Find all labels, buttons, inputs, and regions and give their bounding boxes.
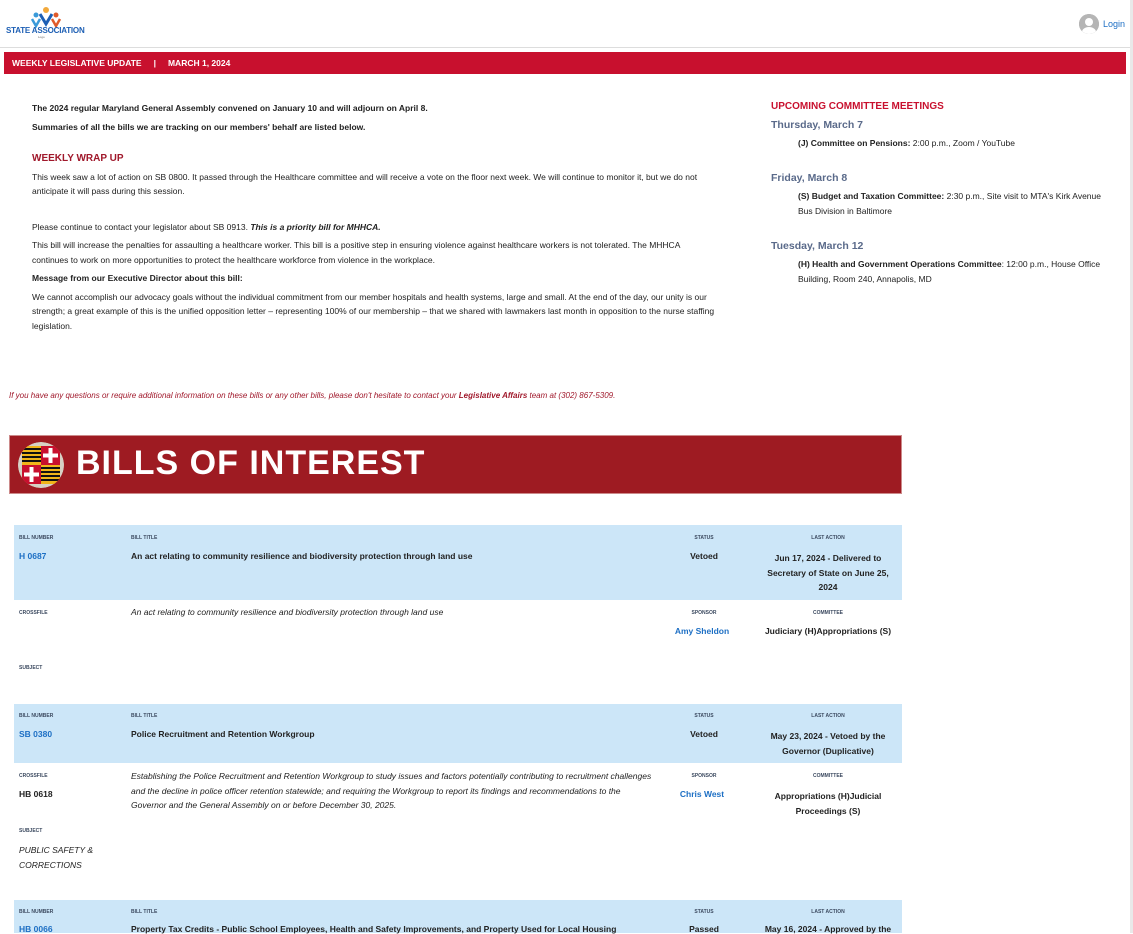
- bill-subject: PUBLIC SAFETY & CORRECTIONS: [19, 845, 94, 870]
- meeting-day: Tuesday, March 12: [771, 240, 864, 252]
- status-label: STATUS: [694, 713, 714, 719]
- login-link[interactable]: [1079, 14, 1125, 34]
- session-dates: The 2024 regular Maryland General Assembly convened on January 10 and will adjourn on April 8.: [32, 103, 428, 113]
- meeting-detail: [798, 136, 1101, 151]
- meeting-day: Thursday, March 7: [771, 119, 863, 131]
- subject-label: SUBJECT: [19, 828, 43, 834]
- top-header: [0, 0, 1133, 48]
- maryland-flag-icon: [18, 442, 64, 488]
- meeting-detail: [798, 257, 1101, 287]
- bill-last-action: May 16, 2024 - Approved by the: [764, 924, 892, 934]
- update-label: WEEKLY LEGISLATIVE UPDATE: [12, 58, 142, 68]
- meetings-title: UPCOMING COMMITTEE MEETINGS: [771, 101, 944, 112]
- bills-of-interest-banner: [9, 435, 902, 494]
- intro-section: [32, 100, 717, 333]
- bill-title-label: BILL TITLE: [131, 713, 158, 719]
- crossfile-label: CROSSFILE: [19, 610, 48, 616]
- update-bar: [4, 52, 1126, 74]
- meeting-committee: (J) Committee on Pensions:: [798, 138, 911, 148]
- bill-number-label: BILL NUMBER: [19, 713, 54, 719]
- legislative-affairs-link[interactable]: Legislative Affairs: [458, 391, 528, 400]
- status-label: STATUS: [694, 535, 714, 541]
- bill-committee: Judiciary (H)Appropriations (S): [764, 626, 892, 636]
- sponsor-label: SPONSOR: [691, 610, 717, 616]
- contact-note-suffix: team at (302) 867-5309.: [527, 391, 616, 400]
- bill-number-link[interactable]: H 0687: [19, 551, 47, 561]
- update-date: MARCH 1, 2024: [167, 58, 231, 68]
- sponsor-link[interactable]: Chris West: [679, 789, 725, 799]
- banner-title: BILLS OF INTEREST: [76, 444, 426, 482]
- crossfile-label: CROSSFILE: [19, 773, 48, 779]
- summary-note: Summaries of all the bills we are tracking on our members' behalf are listed below.: [32, 121, 366, 132]
- bill-number-label: BILL NUMBER: [19, 909, 54, 915]
- update-separator: |: [153, 58, 156, 68]
- bill-title-label: BILL TITLE: [131, 535, 158, 541]
- meeting-committee: (H) Health and Government Operations Committee: [798, 259, 1002, 269]
- bill-title-label: BILL TITLE: [131, 909, 158, 915]
- bill-description: Establishing the Police Recruitment and Retention Workgroup to study issues and factors potentially contributing to recruitment challenges and the decline in police officer retention statewide; and requiring the Workgroup to report its findings and recommendations to the Governor and the General Assembly on or before December 30, 2025.: [131, 771, 652, 810]
- crossfile-value: HB 0618: [19, 789, 53, 799]
- meeting-info: 2:30 p.m., Site visit to MTA's Kirk Avenue Bus Division in Baltimore: [798, 191, 1101, 216]
- bill-last-action: Jun 17, 2024 - Delivered to Secretary of State on June 25, 2024: [767, 553, 889, 592]
- committee-label: COMMITTEE: [813, 773, 843, 779]
- bill-last-action: May 23, 2024 - Vetoed by the Governor (Duplicative): [770, 731, 886, 756]
- logo-text: STATE ASSOCIATION: [6, 26, 85, 35]
- status-label: STATUS: [694, 909, 714, 915]
- user-avatar-icon: [1079, 14, 1099, 34]
- meeting-committee: (S) Budget and Taxation Committee:: [798, 191, 945, 201]
- director-message-heading: Message from our Executive Director about this bill:: [32, 273, 243, 283]
- last-action-label: LAST ACTION: [811, 713, 845, 719]
- bill-committee: Appropriations (H)Judicial Proceedings (S): [774, 791, 882, 816]
- bill-status: Passed: [689, 924, 719, 934]
- association-logo[interactable]: [6, 6, 86, 40]
- bill-status: Vetoed: [690, 551, 718, 561]
- bill-title: An act relating to community resilience and biodiversity protection through land use: [131, 551, 473, 561]
- meeting-detail: [798, 189, 1101, 219]
- last-action-label: LAST ACTION: [811, 909, 845, 915]
- bill-description: An act relating to community resilience and biodiversity protection through land use: [131, 607, 444, 617]
- bill-number-label: BILL NUMBER: [19, 535, 54, 541]
- meeting-info: 2:00 p.m., Zoom / YouTube: [910, 138, 1015, 148]
- wrap-up-paragraph-4: We cannot accomplish our advocacy goals without the individual commitment from our member hospitals and health systems, large and small. At the end of the day, our unity is our strength; a great example of this is the unified opposition letter – representing 100% of our membership – that we shared with lawmakers last month in opposition to the nurse staffing legislation.: [32, 291, 715, 331]
- bill-number-link[interactable]: HB 0066: [19, 924, 53, 934]
- bill-number-link[interactable]: SB 0380: [19, 729, 53, 739]
- logo-subtext: Logo: [38, 35, 45, 39]
- meeting-day: Friday, March 8: [771, 172, 848, 184]
- subject-label: SUBJECT: [19, 665, 43, 671]
- contact-note: [9, 391, 615, 400]
- wrap-up-paragraph-2: [32, 220, 717, 235]
- committee-label: COMMITTEE: [813, 610, 843, 616]
- wrap-up-heading: WEEKLY WRAP UP: [32, 153, 124, 164]
- bill-status: Vetoed: [690, 729, 718, 739]
- sponsor-label: SPONSOR: [691, 773, 717, 779]
- login-label: Login: [1102, 19, 1125, 29]
- upcoming-meetings: [771, 101, 1101, 287]
- wrap-up-paragraph-1: This week saw a lot of action on SB 0800. It passed through the Healthcare committee and will receive a vote on the floor next week. We will continue to monitor it, but we do not anticipate it will pass during this session.: [32, 171, 698, 196]
- bill-title: Police Recruitment and Retention Workgroup: [131, 729, 315, 739]
- sponsor-link[interactable]: Amy Sheldon: [674, 626, 730, 636]
- last-action-label: LAST ACTION: [811, 535, 845, 541]
- meeting-info: : 12:00 p.m., House Office Building, Room 240, Annapolis, MD: [798, 259, 1101, 284]
- wrap-up-paragraph-3: This bill will increase the penalties for assaulting a healthcare worker. This bill is a positive step in ensuring violence against healthcare workers is not tolerated. The MHHCA continues to work on more opportunities to protect the healthcare workforce from violence in the workplace.: [32, 240, 680, 265]
- contact-legislator-text: Please continue to contact your legislator about SB 0913.: [32, 221, 251, 232]
- priority-bill-text: This is a priority bill for MHHCA.: [250, 221, 381, 232]
- bill-title: Property Tax Credits - Public School Employees, Health and Safety Improvements, and Property Used for Local Housing: [131, 924, 617, 934]
- contact-note-prefix: If you have any questions or require additional information on these bills or any other bills, please don't hesitate to contact your: [9, 391, 459, 400]
